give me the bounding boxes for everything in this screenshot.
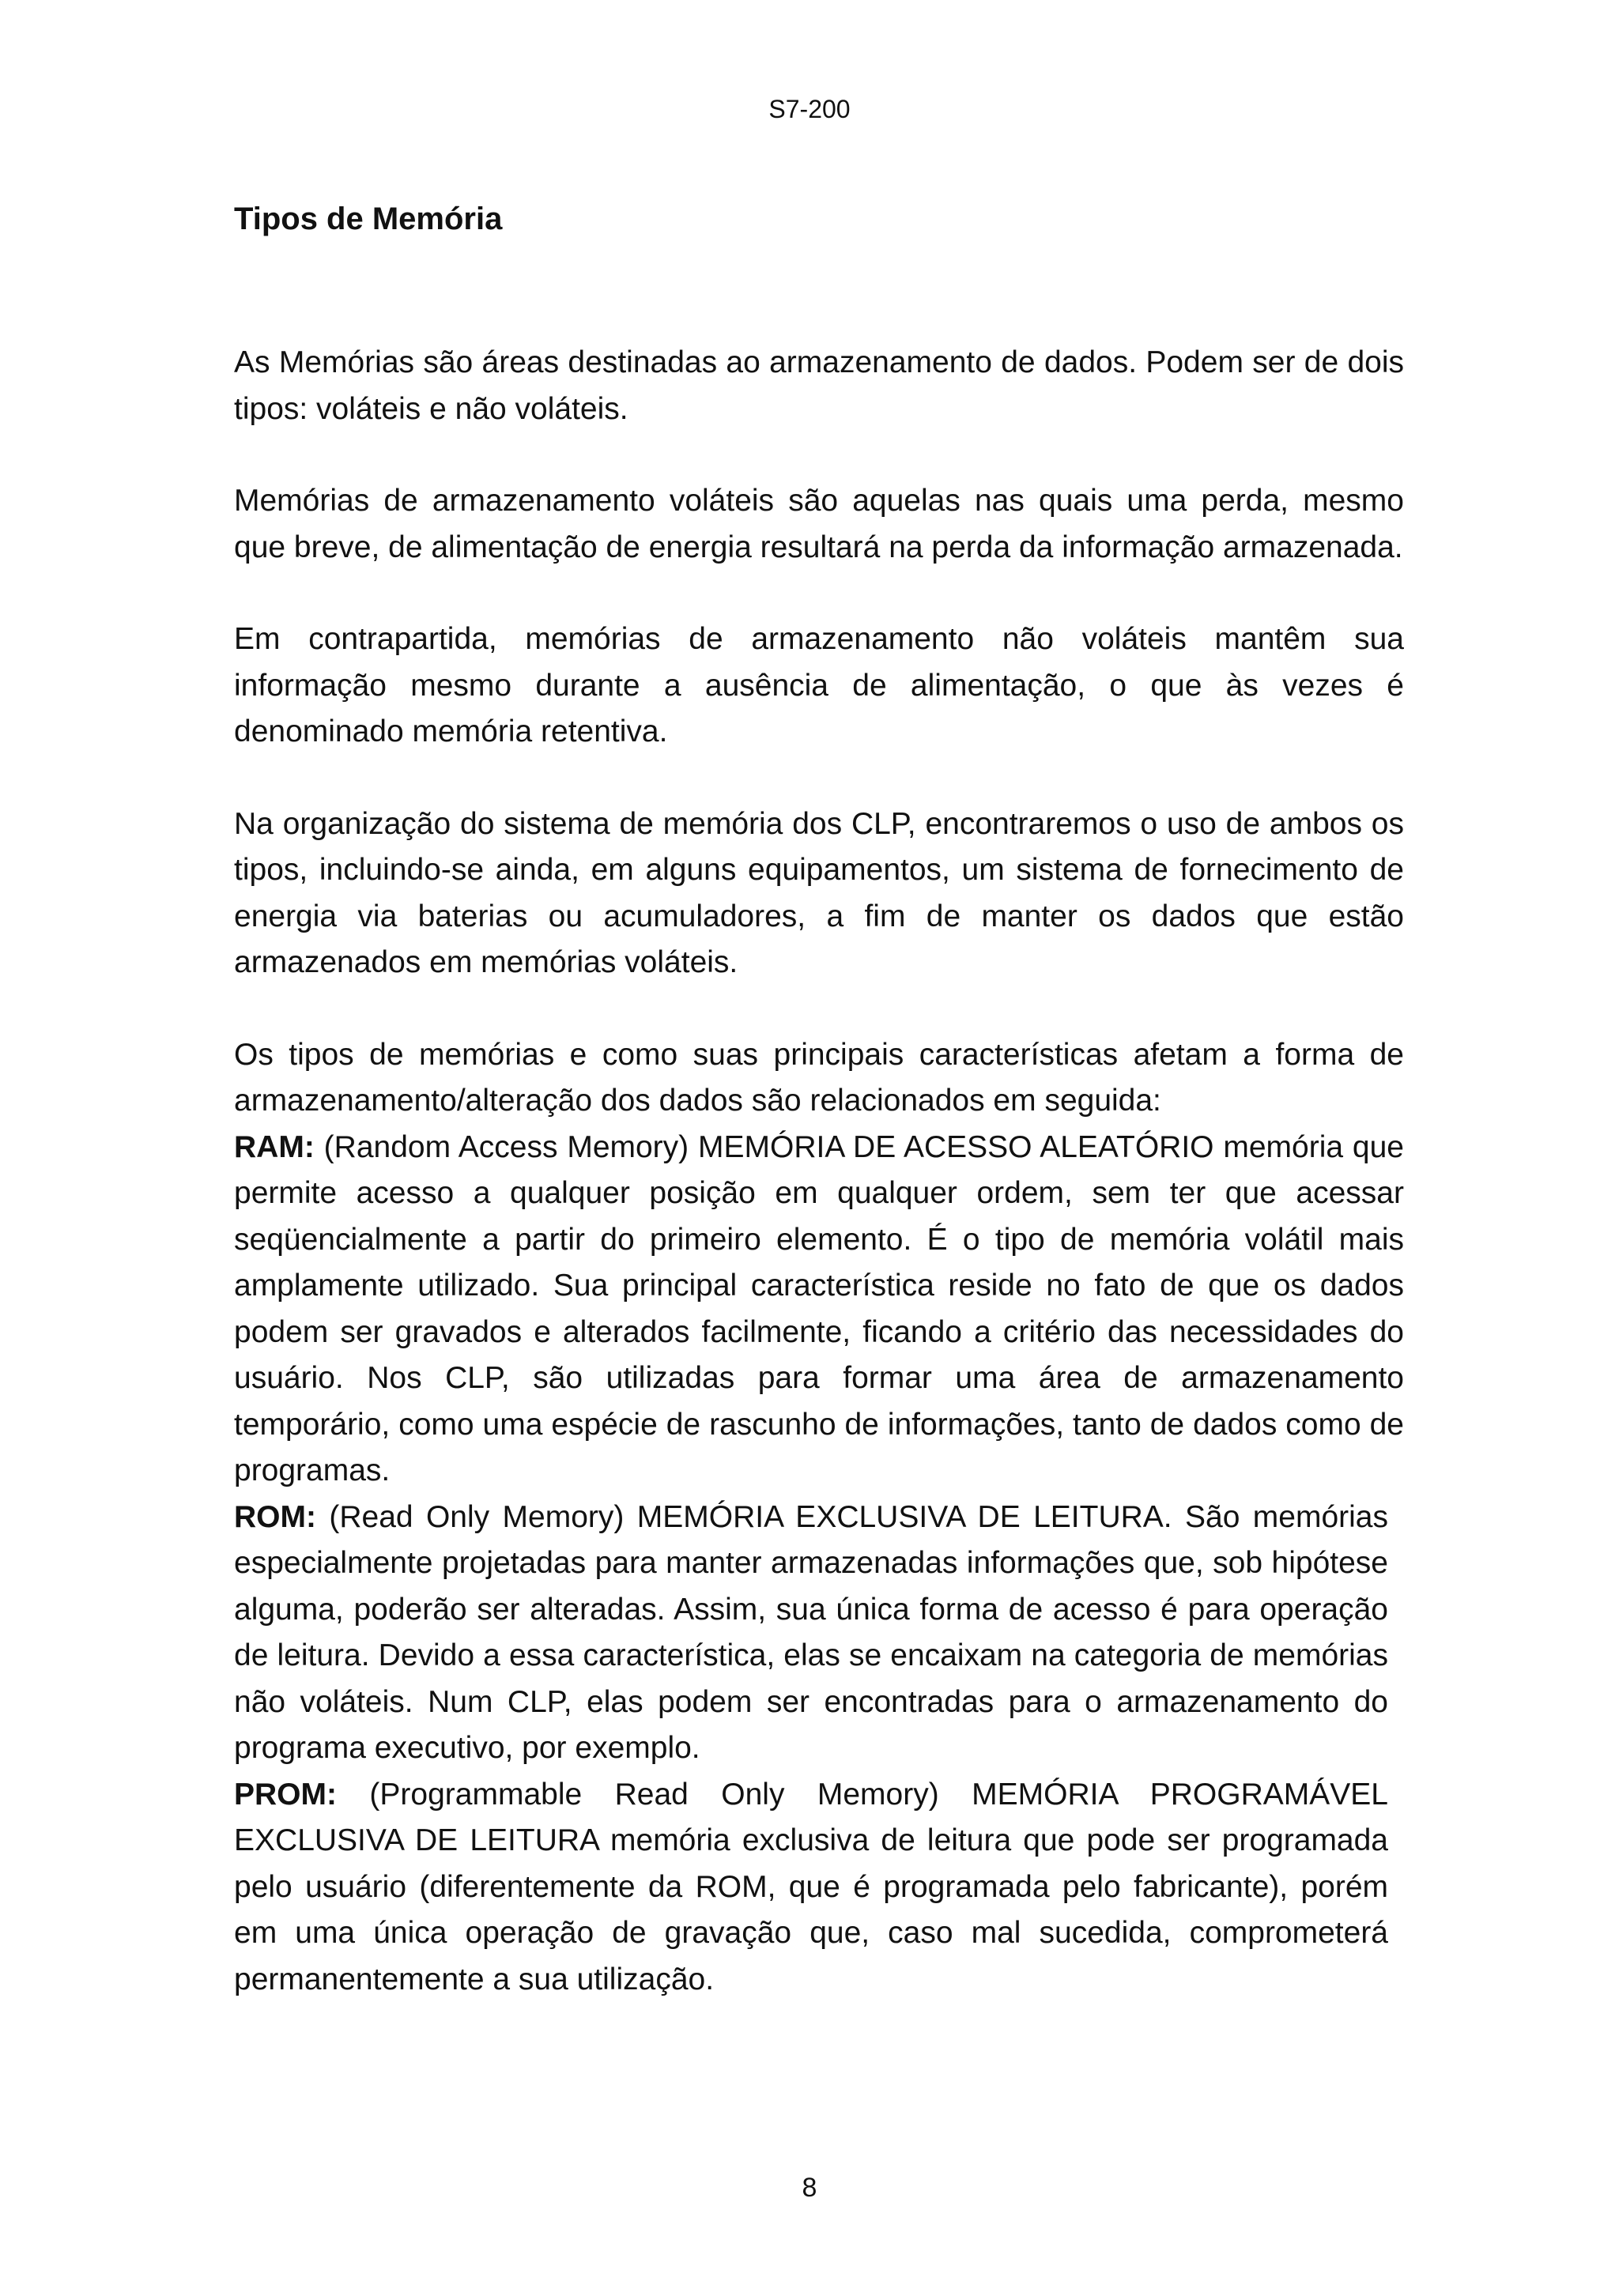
paragraph-intro: As Memórias são áreas destinadas ao armazenamento de dados. Podem ser de dois tipos: voláteis e não voláteis. xyxy=(234,345,1404,426)
paragraph-clp-organization: Na organização do sistema de memória dos CLP, encontraremos o uso de ambos os tipos, incluindo-se ainda, em alguns equipamentos, um sistema de fornecimento de energia via baterias ou acumuladores, a fim de manter os dados que estão armazenados em memórias voláteis. xyxy=(234,806,1404,979)
section-title: Tipos de Memória xyxy=(234,202,503,236)
running-header: S7-200 xyxy=(768,95,851,123)
paragraph-types-intro: Os tipos de memórias e como suas principais características afetam a forma de armazenamento/alteração dos dados são relacionados em seguida: xyxy=(234,1037,1404,1118)
paragraph-non-volatile: Em contrapartida, memórias de armazenamento não voláteis mantêm sua informação mesmo durante a ausência de alimentação, o que às vezes é denominado memória retentiva. xyxy=(234,622,1404,748)
definition-term-ram: RAM: xyxy=(234,1129,315,1164)
page-body xyxy=(234,196,1404,2003)
definition-term-prom: PROM: xyxy=(234,1777,337,1812)
definition-text-ram: (Random Access Memory) MEMÓRIA DE ACESSO ALEATÓRIO memória que permite acesso a qualquer posição em qualquer ordem, sem ter que acessar seqüencialmente a partir do primeiro elemento. É o tipo de memória volátil mais amplamente utilizado. Sua principal característica reside no fato de que os dados podem ser gravados e alterados facilmente, ficando a critério das necessidades do usuário. Nos CLP, são utilizadas para formar uma área de armazenamento temporário, como uma espécie de rascunho de informações, tanto de dados como de programas. xyxy=(234,1129,1404,1487)
paragraph-volatile: Memórias de armazenamento voláteis são aquelas nas quais uma perda, mesmo que breve, de alimentação de energia resultará na perda da informação armazenada. xyxy=(234,484,1404,564)
definition-rom xyxy=(234,1495,1388,1772)
page-number: 8 xyxy=(802,2173,817,2203)
definition-prom xyxy=(234,1772,1388,2004)
definition-text-prom: (Programmable Read Only Memory) MEMÓRIA PROGRAMÁVEL EXCLUSIVA DE LEITURA memória exclusiva de leitura que pode ser programada pelo usuário (diferentemente da ROM, que é programada pelo fabricante), porém em uma única operação de gravação que, caso mal sucedida, comprometerá permanentemente a sua utilização. xyxy=(234,1777,1388,1996)
definition-ram xyxy=(234,1125,1404,1495)
definition-text-rom: (Read Only Memory) MEMÓRIA EXCLUSIVA DE LEITURA. São memórias especialmente projetadas para manter armazenadas informações que, sob hipótese alguma, poderão ser alteradas. Assim, sua única forma de acesso é para operação de leitura. Devido a essa característica, elas se encaixam na categoria de memórias não voláteis. Num CLP, elas podem ser encontradas para o armazenamento do programa executivo, por exemplo. xyxy=(234,1499,1388,1765)
definition-term-rom: ROM: xyxy=(234,1499,316,1534)
